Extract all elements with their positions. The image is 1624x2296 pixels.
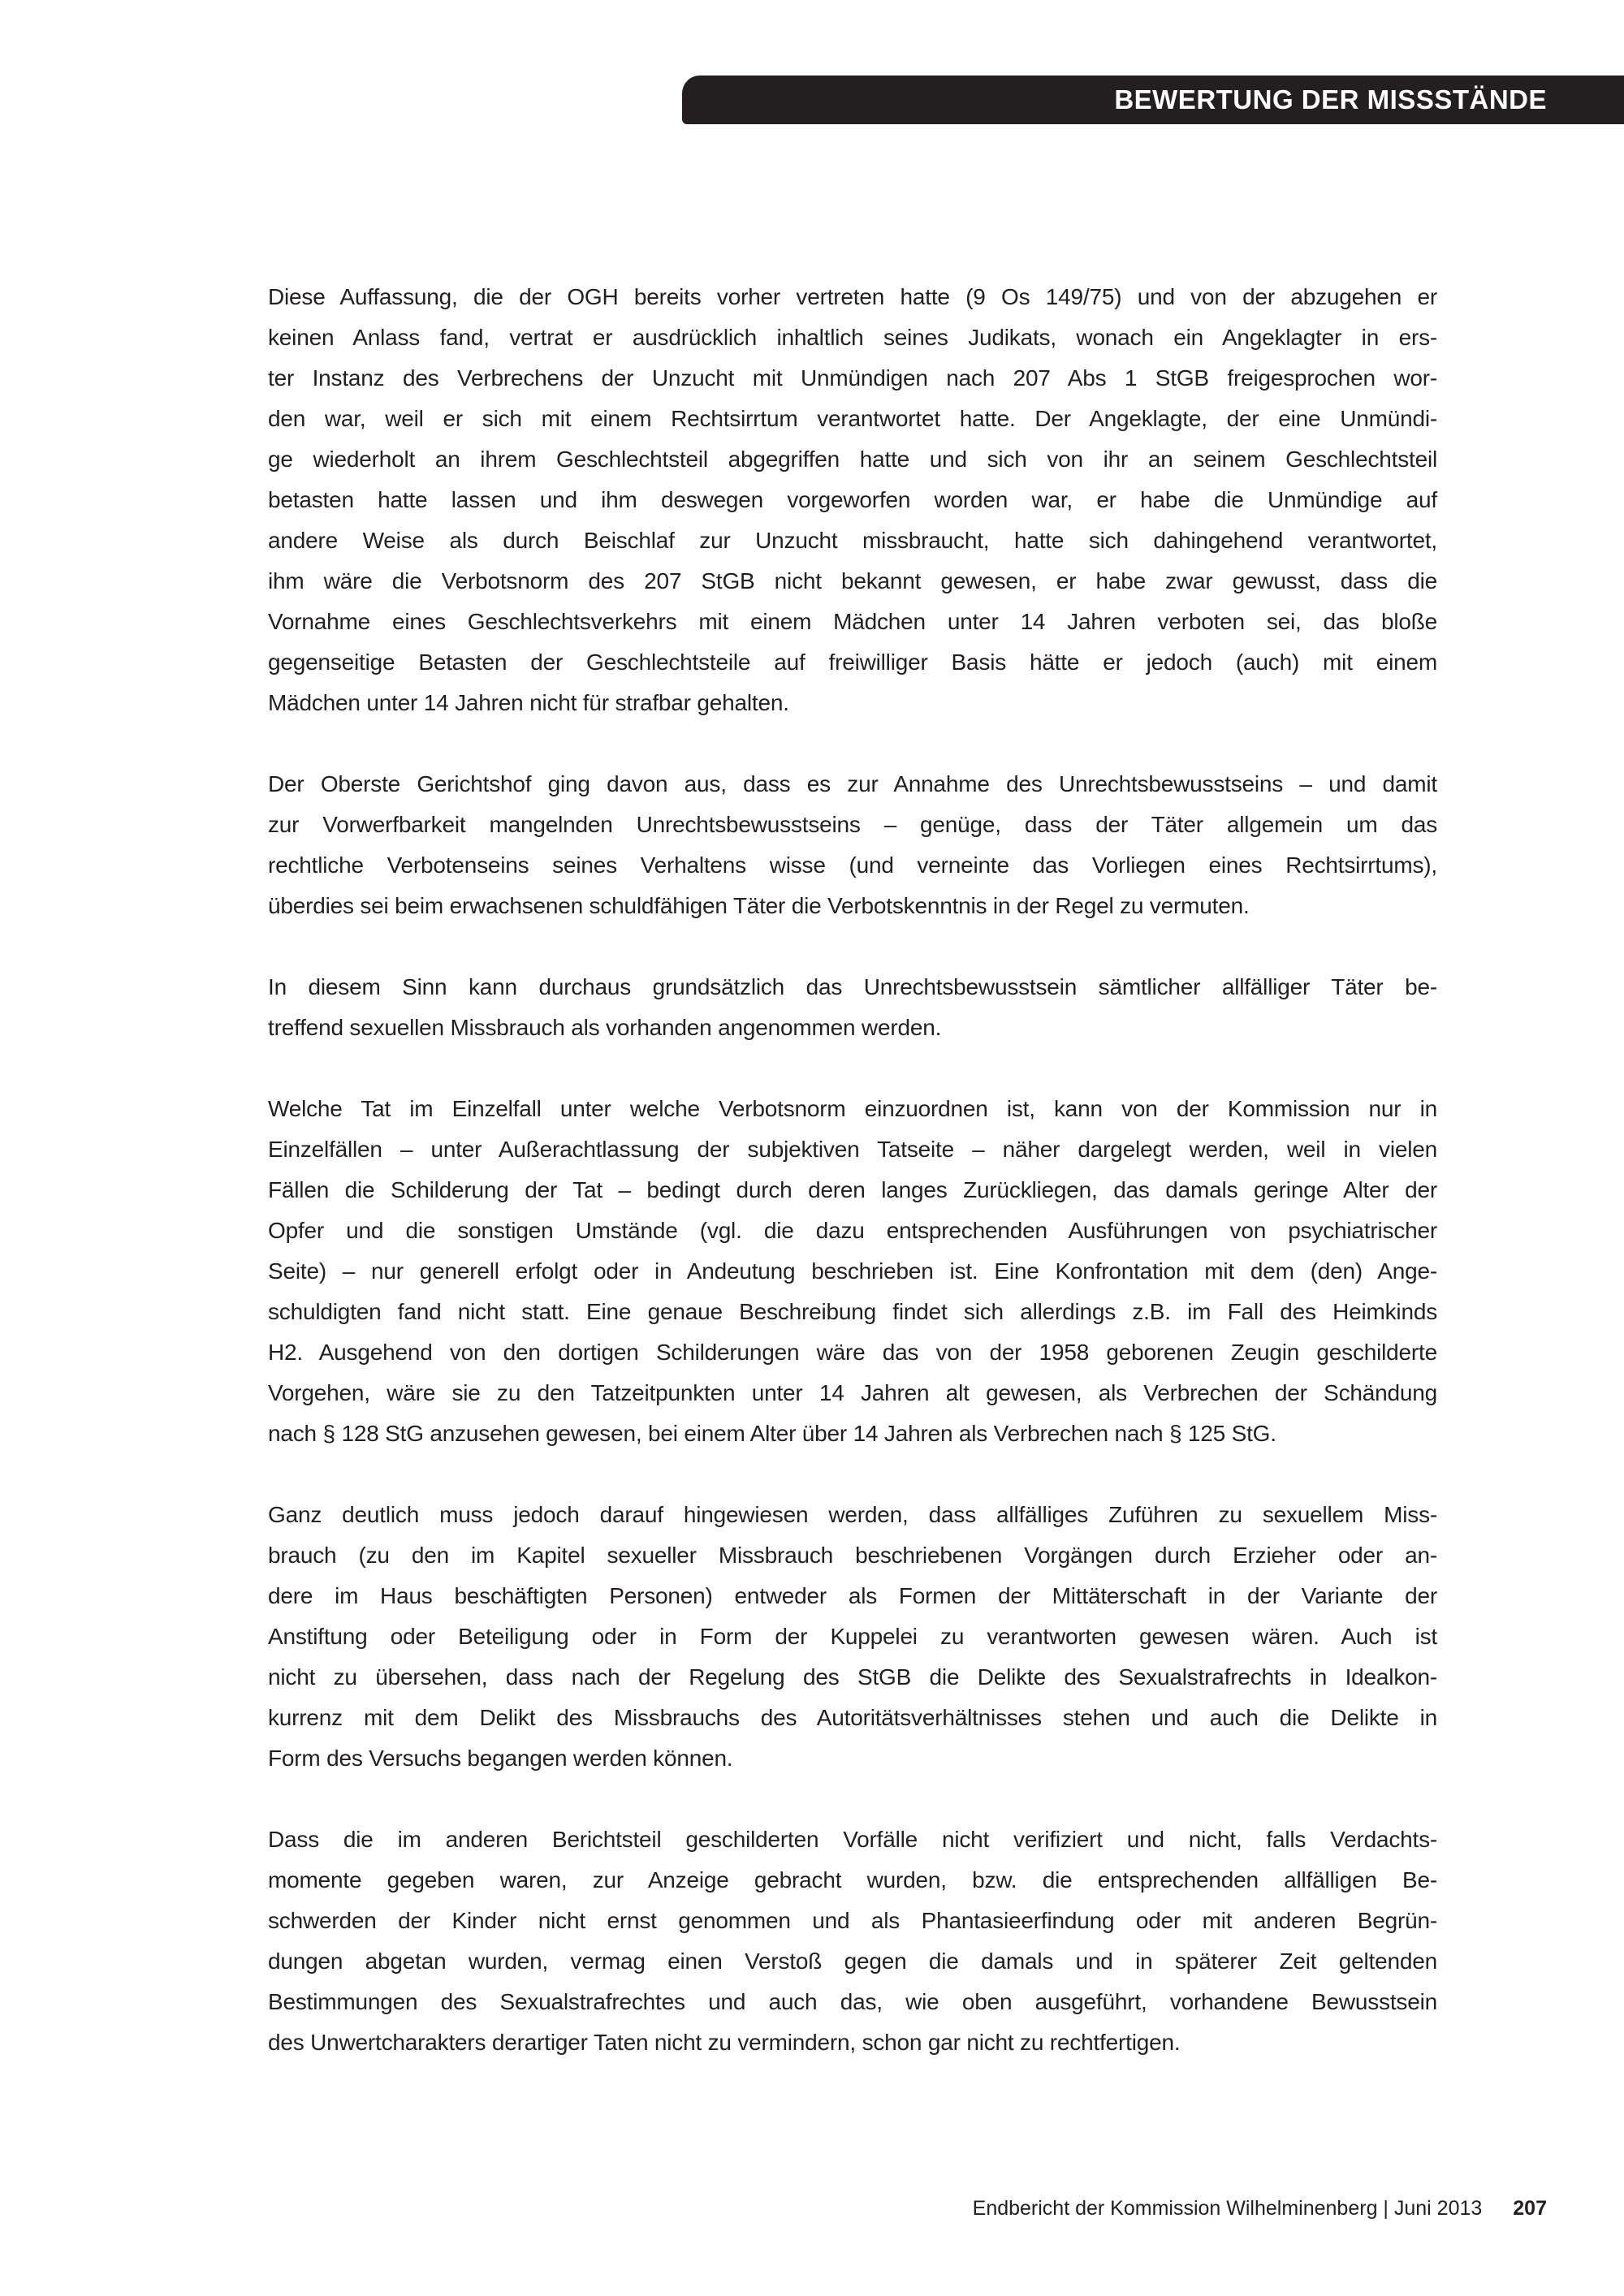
text-line: ihm wäre die Verbotsnorm des 207 StGB nicht bekannt gewesen, er habe zwar gewusst, dass die	[268, 568, 1437, 593]
text-line: H2. Ausgehend von den dortigen Schilderungen wäre das von der 1958 geborenen Zeugin geschilderte	[268, 1340, 1437, 1365]
paragraph	[268, 764, 1437, 926]
text-line: nach § 128 StG anzusehen gewesen, bei einem Alter über 14 Jahren als Verbrechen nach § 125 StG.	[268, 1421, 1276, 1446]
text-line: momente gegeben waren, zur Anzeige gebracht wurden, bzw. die entsprechenden allfälligen Be-	[268, 1867, 1437, 1892]
text-line: den war, weil er sich mit einem Rechtsirrtum verantwortet hatte. Der Angeklagte, der eine Unmündi-	[268, 406, 1437, 431]
text-line: Dass die im anderen Berichtsteil geschilderten Vorfälle nicht verifiziert und nicht, falls Verdachts-	[268, 1827, 1437, 1852]
text-line: kurrenz mit dem Delikt des Missbrauchs des Autoritätsverhältnisses stehen und auch die Delikte in	[268, 1705, 1437, 1730]
text-line: Form des Versuchs begangen werden können.	[268, 1746, 733, 1771]
text-line: Welche Tat im Einzelfall unter welche Verbotsnorm einzuordnen ist, kann von der Kommission nur in	[268, 1096, 1437, 1121]
text-line: Bestimmungen des Sexualstrafrechtes und auch das, wie oben ausgeführt, vorhandene Bewusstsein	[268, 1989, 1437, 2014]
body-text	[268, 277, 1437, 2104]
chapter-header-bar	[682, 76, 1624, 124]
chapter-title: BEWERTUNG DER MISSSTÄNDE	[1114, 84, 1547, 114]
text-line: In diesem Sinn kann durchaus grundsätzlich das Unrechtsbewusstsein sämtlicher allfälliger Täter be-	[268, 974, 1437, 999]
text-line: Fällen die Schilderung der Tat – bedingt durch deren langes Zurückliegen, das damals geringe Alter der	[268, 1177, 1437, 1202]
text-line: überdies sei beim erwachsenen schuldfähigen Täter die Verbotskenntnis in der Regel zu vermuten.	[268, 893, 1250, 918]
text-line: des Unwertcharakters derartiger Taten nicht zu vermindern, schon gar nicht zu rechtfertigen.	[268, 2030, 1181, 2055]
text-line: schuldigten fand nicht statt. Eine genaue Beschreibung findet sich allerdings z.B. im Fall des Heimkinds	[268, 1299, 1437, 1324]
text-line: Der Oberste Gerichtshof ging davon aus, dass es zur Annahme des Unrechtsbewusstseins – und damit	[268, 771, 1437, 796]
paragraph	[268, 1089, 1437, 1454]
text-line: andere Weise als durch Beischlaf zur Unzucht missbraucht, hatte sich dahingehend verantwortet,	[268, 528, 1437, 553]
text-line: Einzelfällen – unter Außerachtlassung der subjektiven Tatseite – näher dargelegt werden, weil in vielen	[268, 1137, 1437, 1162]
text-line: Anstiftung oder Beteiligung oder in Form der Kuppelei zu verantworten gewesen wären. Auch ist	[268, 1624, 1437, 1649]
text-line: betasten hatte lassen und ihm deswegen vorgeworfen worden war, er habe die Unmündige auf	[268, 487, 1437, 512]
text-line: keinen Anlass fand, vertrat er ausdrücklich inhaltlich seines Judikats, wonach ein Angeklagter in ers-	[268, 325, 1437, 350]
paragraph	[268, 1819, 1437, 2063]
text-line: rechtliche Verbotenseins seines Verhaltens wisse (und verneinte das Vorliegen eines Rechtsirrtums),	[268, 852, 1437, 878]
page-number: 207	[1513, 2197, 1547, 2220]
text-line: ter Instanz des Verbrechens der Unzucht mit Unmündigen nach 207 Abs 1 StGB freigesprochen wor-	[268, 365, 1437, 391]
text-line: nicht zu übersehen, dass nach der Regelung des StGB die Delikte des Sexualstrafrechts in Idealkon-	[268, 1664, 1437, 1690]
text-line: Diese Auffassung, die der OGH bereits vorher vertreten hatte (9 Os 149/75) und von der abzugehen er	[268, 284, 1437, 309]
paragraph	[268, 1495, 1437, 1779]
text-line: schwerden der Kinder nicht ernst genommen und als Phantasieerfindung oder mit anderen Begrün-	[268, 1908, 1437, 1933]
footer-text: Endbericht der Kommission Wilhelminenberg | Juni 2013	[972, 2197, 1483, 2220]
text-line: Mädchen unter 14 Jahren nicht für strafbar gehalten.	[268, 690, 789, 715]
page-footer	[973, 2196, 1547, 2220]
text-line: Seite) – nur generell erfolgt oder in Andeutung beschrieben ist. Eine Konfrontation mit dem (den) Ange-	[268, 1258, 1437, 1284]
paragraph	[268, 967, 1437, 1048]
text-line: zur Vorwerfbarkeit mangelnden Unrechtsbewusstseins – genüge, dass der Täter allgemein um das	[268, 812, 1437, 837]
text-line: dere im Haus beschäftigten Personen) entweder als Formen der Mittäterschaft in der Variante der	[268, 1583, 1437, 1608]
text-line: brauch (zu den im Kapitel sexueller Missbrauch beschriebenen Vorgängen durch Erzieher oder an-	[268, 1543, 1437, 1568]
paragraph	[268, 277, 1437, 723]
text-line: dungen abgetan wurden, vermag einen Verstoß gegen die damals und in späterer Zeit geltenden	[268, 1949, 1437, 1974]
text-line: ge wiederholt an ihrem Geschlechtsteil abgegriffen hatte und sich von ihr an seinem Geschlechtsteil	[268, 447, 1437, 472]
text-line: Ganz deutlich muss jedoch darauf hingewiesen werden, dass allfälliges Zuführen zu sexuellem Miss-	[268, 1502, 1437, 1527]
text-line: gegenseitige Betasten der Geschlechtsteile auf freiwilliger Basis hätte er jedoch (auch) mit einem	[268, 650, 1437, 675]
text-line: Opfer und die sonstigen Umstände (vgl. die dazu entsprechenden Ausführungen von psychiatrischer	[268, 1218, 1437, 1243]
text-line: Vorgehen, wäre sie zu den Tatzeitpunkten unter 14 Jahren alt gewesen, als Verbrechen der Schändung	[268, 1380, 1437, 1405]
text-line: treffend sexuellen Missbrauch als vorhanden angenommen werden.	[268, 1015, 942, 1040]
text-line: Vornahme eines Geschlechtsverkehrs mit einem Mädchen unter 14 Jahren verboten sei, das bloße	[268, 609, 1437, 634]
